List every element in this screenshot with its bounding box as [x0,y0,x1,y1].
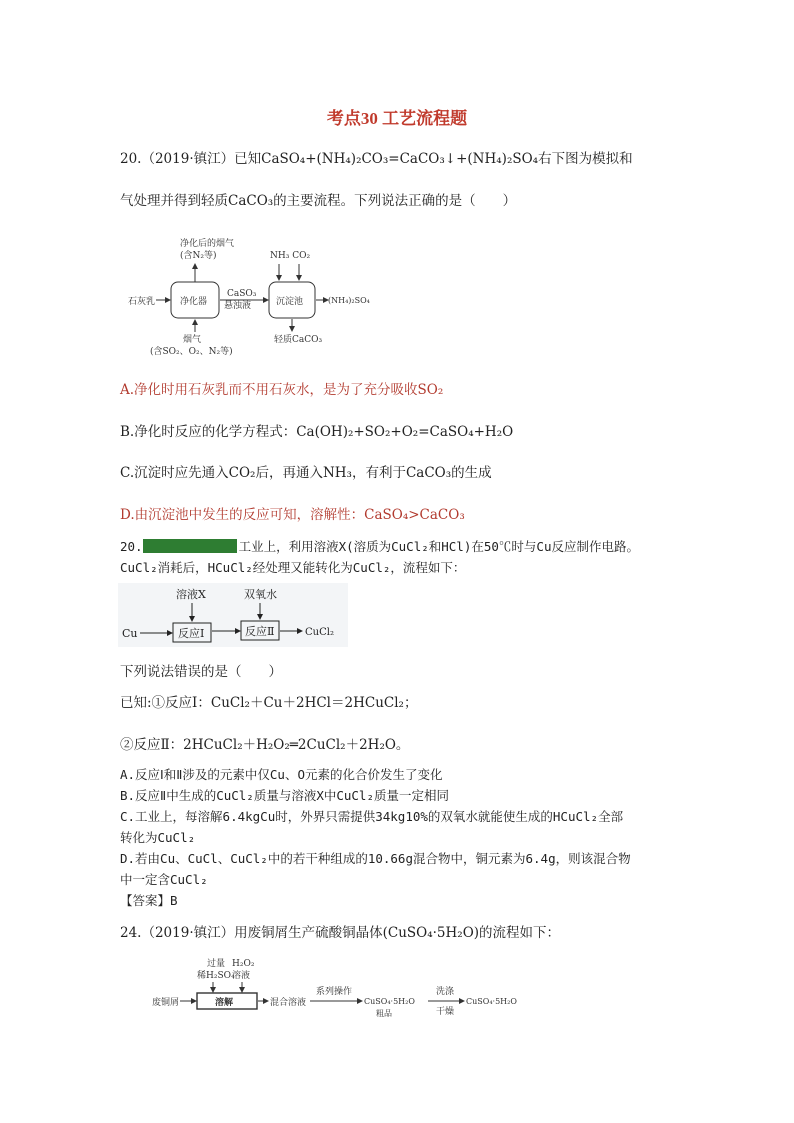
q3-mid: 混合溶液 [270,998,307,1008]
q2-flow-diagram [118,583,348,647]
q2-cu: Cu [122,627,138,640]
q3-crude2: 粗品 [376,1009,392,1018]
q1-box1-label: 净化器 [180,297,208,307]
q2-option-d2: 中一定含CuCl₂ [120,872,208,887]
q1-flow-diagram [118,232,370,360]
q2-option-c2: 转化为CuCl₂ [120,830,196,845]
q2-h2o2: 双氧水 [244,588,277,601]
q2-number: 20. [120,539,143,554]
q2-stem-line1 [120,537,639,555]
q2-output: CuCl₂ [305,627,334,638]
q2-known1: 已知:①反应Ⅰ：CuCl₂＋Cu＋2HCl＝2HCuCl₂； [120,695,418,711]
q1-right-output: (NH₄)₂SO₄ [328,296,370,305]
highlight-mark [143,539,237,553]
q1-gas-label: NH₃ CO₂ [270,251,311,261]
q3-wash2: 干燥 [436,1007,455,1017]
q3-input: 废铜屑 [152,998,180,1008]
q2-option-d1: D.若由Cu、CuCl、CuCl₂中的若干种组成的10.66g混合物中，铜元素为6.4g，则该混合物 [120,851,631,866]
q2-stem-text: 工业上，利用溶液X(溶质为CuCl₂和HCl)在50℃时与Cu反应制作电路。 [238,539,639,554]
q3-crude1: CuSO₄·5H₂O [364,997,415,1006]
q2-known2: ②反应Ⅱ：2HCuCl₂＋H₂O₂═2CuCl₂＋2H₂O。 [120,737,410,753]
q1-option-c: C.沉淀时应先通入CO₂后，再通入NH₃，有利于CaCO₃的生成 [120,465,492,481]
page-title: 考点30 工艺流程题 [326,109,468,128]
q2-prompt: 下列说法错误的是（ ） [120,664,282,680]
q2-r2-label: 反应Ⅱ [245,625,275,638]
q3-reagent2b: 溶液 [232,971,251,981]
q2-option-a: A.反应Ⅰ和Ⅱ涉及的元素中仅Cu、O元素的化合价发生了变化 [120,767,443,782]
q2-stem-line2: CuCl₂消耗后，HCuCl₂经处理又能转化为CuCl₂，流程如下： [120,560,466,575]
q3-reagent1b: 稀H₂SO₄ [197,971,235,981]
q3-op: 系列操作 [316,987,353,997]
q1-stem-line2: 气处理并得到轻质CaCO₃的主要流程。下列说法正确的是（ ） [120,193,517,209]
q2-option-b: B.反应Ⅱ中生成的CuCl₂质量与溶液X中CuCl₂质量一定相同 [120,788,449,803]
q1-option-a: A.净化时用石灰乳而不用石灰水，是为了充分吸收SO₂ [120,382,444,398]
q3-reagent2a: H₂O₂ [232,959,255,969]
q1-bottom-label1: 烟气 [183,335,202,345]
q3-final: CuSO₄·5H₂O [466,997,517,1006]
q1-top-label2: (含N₂等) [180,251,217,261]
q3-flow-diagram [118,952,538,1022]
q1-bottom-label2: (含SO₂、O₂、N₂等) [150,347,233,357]
q2-option-c1: C.工业上，每溶解6.4kgCu时，外界只需提供34kg10%的双氧水就能使生成的HCuCl₂全部 [120,809,624,824]
q1-top-label1: 净化后的烟气 [180,239,235,249]
q1-option-d: D.由沉淀池中发生的反应可知，溶解性：CaSO₄>CaCO₃ [120,507,465,523]
q1-box2-label: 沉淀池 [276,297,304,307]
q2-answer: 【答案】B [120,893,178,908]
q3-wash1: 洗涤 [436,987,455,997]
q1-bottom-output: 轻质CaCO₃ [274,335,323,345]
q2-r1-label: 反应Ⅰ [178,627,205,640]
q1-stem-line1: 20.（2019·镇江）已知CaSO₄+(NH₄)₂CO₃=CaCO₃↓+(NH₄)₂SO₄右下图为模拟和 [120,151,633,167]
q3-stem: 24.（2019·镇江）用废铜屑生产硫酸铜晶体(CuSO₄·5H₂O)的流程如下： [120,925,561,941]
q1-mid-label1: CaSO₃ [227,289,257,299]
q1-option-b: B.净化时反应的化学方程式：Ca(OH)₂+SO₂+O₂=CaSO₄+H₂O [120,424,514,440]
q3-reagent1a: 过量 [207,959,226,969]
q1-mid-label2: 悬浊液 [224,301,252,311]
q3-box-label: 溶解 [215,998,234,1008]
q1-left-input: 石灰乳 [128,297,156,307]
q2-solution-x: 溶液X [176,588,206,601]
